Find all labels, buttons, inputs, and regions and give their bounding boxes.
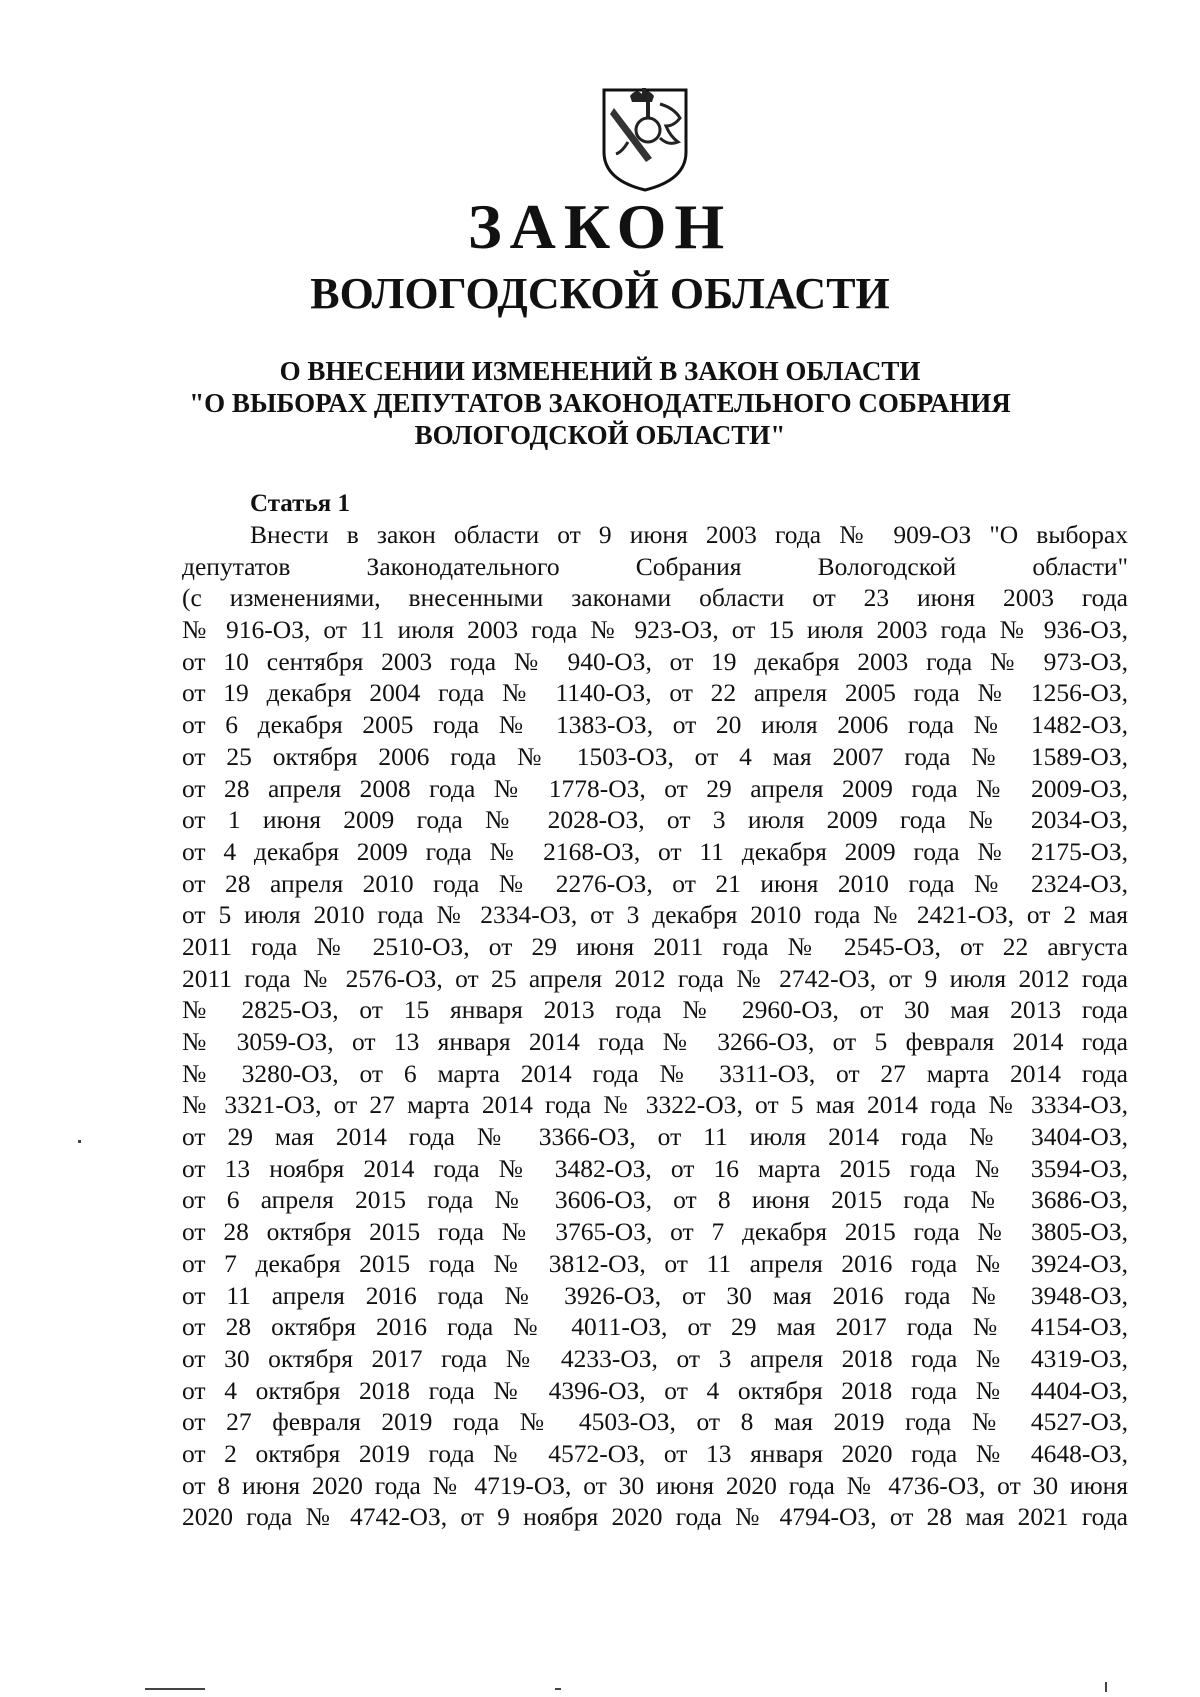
law-name-line: ВОЛОГОДСКОЙ ОБЛАСТИ" [414, 420, 786, 450]
body-line: депутатов Законодательного Собрания Вологодской области" [182, 551, 1128, 581]
body-line: от 11 апреля 2016 года № 3926-ОЗ, от 30 мая 2016 года № 3948-ОЗ, [182, 1280, 1128, 1310]
law-name-line: О ВНЕСЕНИИ ИЗМЕНЕНИЙ В ЗАКОН ОБЛАСТИ [279, 356, 921, 386]
body-line: № 916-ОЗ, от 11 июля 2003 года № 923-ОЗ, от 15 июля 2003 года № 936-ОЗ, [182, 615, 1128, 645]
body-line: от 8 июня 2020 года № 4719-ОЗ, от 30 июня 2020 года № 4736-ОЗ, от 30 июня [182, 1470, 1128, 1500]
body-line: 2011 года № 2510-ОЗ, от 29 июня 2011 года № 2545-ОЗ, от 22 августа [182, 931, 1128, 961]
body-line: от 28 октября 2015 года № 3765-ОЗ, от 7 декабря 2015 года № 3805-ОЗ, [182, 1217, 1128, 1247]
body-line: от 4 декабря 2009 года № 2168-ОЗ, от 11 декабря 2009 года № 2175-ОЗ, [182, 836, 1128, 866]
document-title: ЗАКОН [467, 191, 733, 262]
body-line: от 19 декабря 2004 года № 1140-ОЗ, от 22 апреля 2005 года № 1256-ОЗ, [182, 678, 1128, 708]
article-heading: Статья 1 [250, 490, 350, 517]
body-line: от 5 июля 2010 года № 2334-ОЗ, от 3 декабря 2010 года № 2421-ОЗ, от 2 мая [182, 900, 1128, 930]
article-body [182, 519, 1128, 1533]
body-line: от 2 октября 2019 года № 4572-ОЗ, от 13 января 2020 года № 4648-ОЗ, [182, 1438, 1128, 1468]
scan-speck [1105, 1682, 1107, 1692]
body-line: от 7 декабря 2015 года № 3812-ОЗ, от 11 апреля 2016 года № 3924-ОЗ, [182, 1248, 1128, 1278]
body-line: от 29 мая 2014 года № 3366-ОЗ, от 11 июля 2014 года № 3404-ОЗ, [182, 1122, 1128, 1152]
scan-speck [555, 1688, 561, 1690]
body-line: № 3059-ОЗ, от 13 января 2014 года № 3266-ОЗ, от 5 февраля 2014 года [182, 1027, 1128, 1056]
body-line: (с изменениями, внесенными законами области от 23 июня 2003 года [182, 583, 1128, 613]
body-line: № 3321-ОЗ, от 27 марта 2014 года № 3322-ОЗ, от 5 мая 2014 года № 3334-ОЗ, [182, 1090, 1128, 1120]
body-line: Внести в закон области от 9 июня 2003 года № 909-ОЗ "О выборах [250, 520, 1128, 549]
body-line: от 28 апреля 2008 года № 1778-ОЗ, от 29 апреля 2009 года № 2009-ОЗ, [182, 773, 1128, 803]
body-line: от 4 октября 2018 года № 4396-ОЗ, от 4 октября 2018 года № 4404-ОЗ, [182, 1375, 1128, 1405]
body-line: от 10 сентября 2003 года № 940-ОЗ, от 19 декабря 2003 года № 973-ОЗ, [182, 646, 1128, 676]
body-line: от 6 апреля 2015 года № 3606-ОЗ, от 8 июня 2015 года № 3686-ОЗ, [182, 1185, 1128, 1215]
body-line: 2011 года № 2576-ОЗ, от 25 апреля 2012 года № 2742-ОЗ, от 9 июля 2012 года [182, 963, 1128, 993]
body-line: от 13 ноября 2014 года № 3482-ОЗ, от 16 марта 2015 года № 3594-ОЗ, [182, 1153, 1128, 1183]
body-line: от 27 февраля 2019 года № 4503-ОЗ, от 8 мая 2019 года № 4527-ОЗ, [182, 1407, 1128, 1437]
body-line: от 28 апреля 2010 года № 2276-ОЗ, от 21 июня 2010 года № 2324-ОЗ, [182, 868, 1128, 898]
law-name [170, 355, 1030, 451]
document-region: ВОЛОГОДСКОЙ ОБЛАСТИ [310, 269, 890, 318]
body-line: № 2825-ОЗ, от 15 января 2013 года № 2960-ОЗ, от 30 мая 2013 года [182, 995, 1128, 1025]
body-line: от 25 октября 2006 года № 1503-ОЗ, от 4 мая 2007 года № 1589-ОЗ, [182, 741, 1128, 771]
body-line: № 3280-ОЗ, от 6 марта 2014 года № 3311-ОЗ, от 27 марта 2014 года [182, 1058, 1128, 1088]
law-name-line: "О ВЫБОРАХ ДЕПУТАТОВ ЗАКОНОДАТЕЛЬНОГО СОБРАНИЯ [189, 388, 1011, 418]
body-line: от 1 июня 2009 года № 2028-ОЗ, от 3 июля 2009 года № 2034-ОЗ, [182, 805, 1128, 835]
body-line: от 6 декабря 2005 года № 1383-ОЗ, от 20 июля 2006 года № 1482-ОЗ, [182, 710, 1128, 740]
body-line: от 28 октября 2016 года № 4011-ОЗ, от 29 мая 2017 года № 4154-ОЗ, [182, 1312, 1128, 1342]
body-line: 2020 года № 4742-ОЗ, от 9 ноября 2020 года № 4794-ОЗ, от 28 мая 2021 года [182, 1502, 1128, 1532]
scan-speck [78, 1140, 81, 1143]
body-line: от 30 октября 2017 года № 4233-ОЗ, от 3 апреля 2018 года № 4319-ОЗ, [182, 1343, 1128, 1373]
coat-of-arms-icon [600, 82, 690, 192]
scan-speck [145, 1688, 205, 1690]
